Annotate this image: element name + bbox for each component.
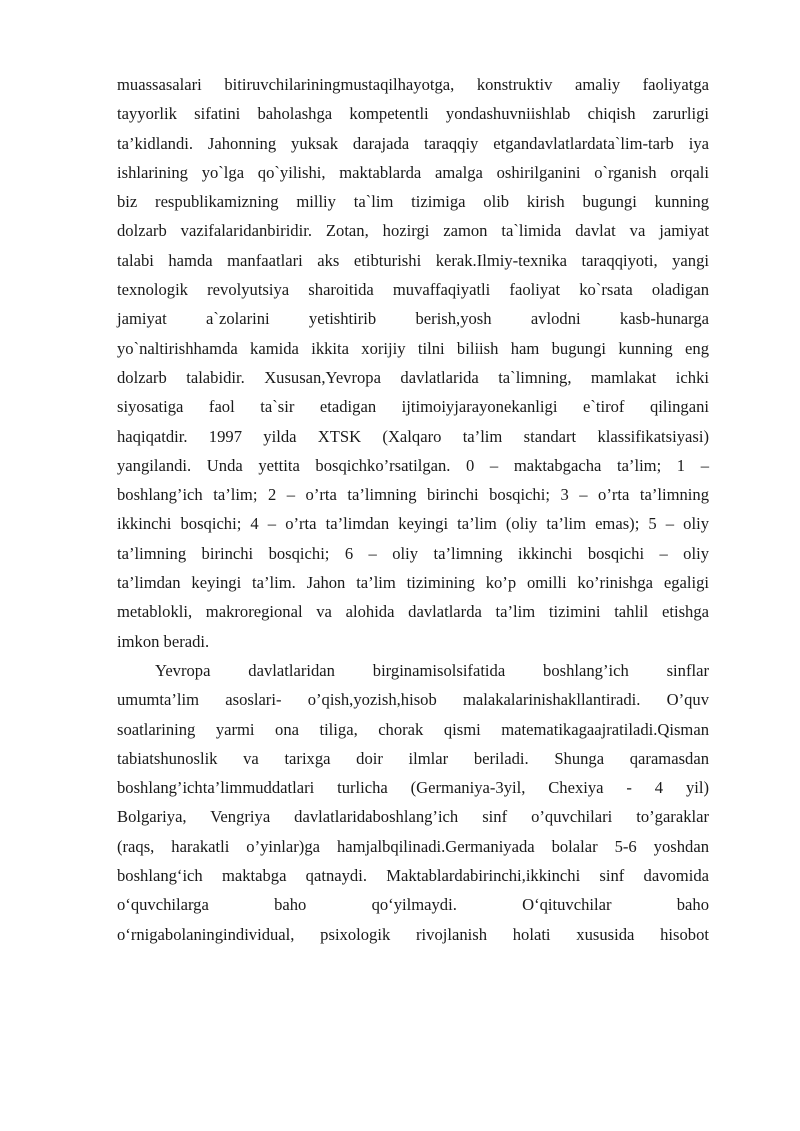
text-line: muassasalari bitiruvchilariningmustaqilhayotga, konstruktiv amaliy faoliyatga: [117, 75, 709, 94]
text-line: umumta’lim asoslari- o’qish,yozish,hisob malakalarinishakllantiradi. O’quv: [117, 690, 709, 710]
text-line: yangilandi. Unda yettita bosqichko’rsatilgan. 0 – maktabgacha ta’lim; 1 –: [117, 455, 709, 475]
text-line: boshlang‘ich maktabga qatnaydi. Maktablardabirinchi,ikkinchi sinf davomida: [117, 866, 709, 886]
text-line: biz respublikamizning milliy ta`lim tizimiga olib kirish bugungi kunning: [117, 192, 709, 212]
text-line: soatlarining yarmi ona tiliga, chorak qismi matematikagaajratiladi.Qisman: [117, 719, 709, 739]
text-line: o‘quvchilarga baho qo‘yilmaydi. O‘qituvchilar baho: [117, 895, 709, 915]
text-line: (raqs, harakatli o’yinlar)ga hamjalbqilinadi.Germaniyada bolalar 5-6 yoshdan: [117, 836, 709, 856]
text-line: jamiyat a`zolarini yetishtirib berish,yosh avlodni kasb-hunarga: [117, 309, 709, 329]
text-line: boshlang’ichta’limmuddatlari turlicha (Germaniya-3yil, Chexiya - 4 yil): [117, 778, 709, 798]
paragraph-2: [117, 656, 709, 949]
text-line: siyosatiga faol ta`sir etadigan ijtimoiyjarayonekanligi e`tirof qilingani: [117, 397, 709, 417]
text-line: metablokli, makroregional va alohida davlatlarda ta’lim tizimini tahlil etishga: [117, 602, 709, 622]
paragraph-1: [117, 70, 709, 656]
text-line: yo`naltirishhamda kamida ikkita xorijiy tilni biliish ham bugungi kunning eng: [117, 338, 709, 358]
text-line: o‘rnigabolaningindividual, psixologik rivojlanish holati xususida hisobot: [117, 924, 709, 944]
text-line: ta’limdan keyingi ta’lim. Jahon ta’lim tizimining ko’p omilli ko’rinishga egaligi: [117, 573, 709, 593]
text-line: tabiatshunoslik va tarixga doir ilmlar beriladi. Shunga qaramasdan: [117, 748, 709, 768]
text-line: dolzarb vazifalaridanbiridir. Zotan, hozirgi zamon ta`limida davlat va jamiyat: [117, 221, 709, 241]
text-line: Bolgariya, Vengriya davlatlaridaboshlang’ich sinf o’quvchilari to’garaklar: [117, 807, 709, 827]
text-line: ta’limning birinchi bosqichi; 6 – oliy ta’limning ikkinchi bosqichi – oliy: [117, 543, 709, 563]
text-line: ikkinchi bosqichi; 4 – o’rta ta’limdan keyingi ta’lim (oliy ta’lim emas); 5 – oliy: [117, 514, 709, 534]
text-line: boshlang’ich ta’lim; 2 – o’rta ta’limning birinchi bosqichi; 3 – o’rta ta’limning: [117, 485, 709, 505]
text-line: ta’kidlandi. Jahonning yuksak darajada taraqqiy etgandavlatlardata`lim-tarb iya: [117, 133, 709, 153]
text-line: Yevropa davlatlaridan birginamisolsifatida boshlang’ich sinflar: [155, 660, 709, 680]
text-line: talabi hamda manfaatlari aks etibturishi kerak.Ilmiy-texnika taraqqiyoti, yangi: [117, 250, 709, 270]
text-line: haqiqatdir. 1997 yilda XTSK (Xalqaro ta’lim standart klassifikatsiyasi): [117, 426, 709, 446]
text-line: tayyorlik sifatini baholashga kompetentli yondashuvniishlab chiqish zarurligi: [117, 104, 709, 124]
text-line: imkon beradi.: [117, 631, 210, 651]
text-line: ishlarining yo`lga qo`yilishi, maktablarda amalga oshirilganini o`rganish orqali: [117, 162, 709, 182]
text-line: dolzarb talabidir. Xususan,Yevropa davlatlarida ta`limning, mamlakat ichki: [117, 367, 709, 387]
document-page: [117, 70, 709, 949]
text-line: texnologik revolyutsiya sharoitida muvaffaqiyatli faoliyat ko`rsata oladigan: [117, 280, 709, 300]
